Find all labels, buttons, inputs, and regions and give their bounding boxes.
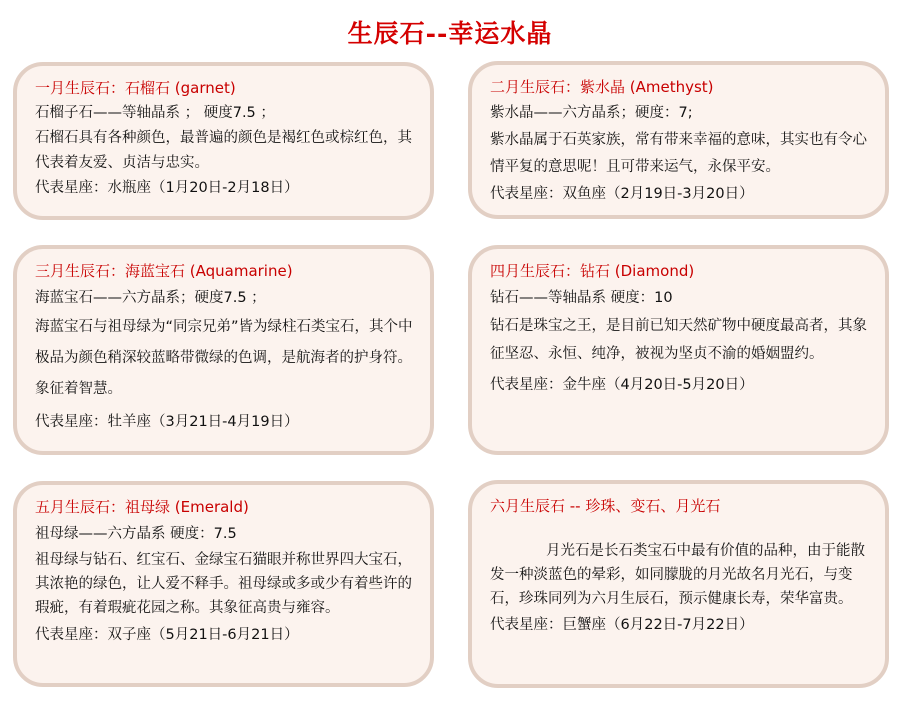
card-description: 钻石是珠宝之王，是目前已知天然矿物中硬度最高者，其象征坚忍、永恒、纯净，被视为坚贞不渝的婚姻盟约。 [490,318,867,362]
birthstone-card-may [13,481,434,687]
card-heading: 二月生辰石：紫水晶 (Amethyst) [490,78,714,96]
card-zodiac: 代表星座：双子座（5月21日-6月21日） [35,627,299,643]
card-heading: 一月生辰石：石榴石 (garnet) [35,79,236,97]
card-description: 石榴石具有各种颜色，最普遍的颜色是褐红色或棕红色，其代表着友爱、贞洁与忠实。 [35,130,412,171]
card-zodiac: 代表星座：双鱼座（2月19日-3月20日） [490,186,754,202]
birthstone-card-april [468,245,889,455]
birthstone-card-february [468,61,889,219]
card-heading: 三月生辰石：海蓝宝石 (Aquamarine) [35,262,293,280]
card-heading: 六月生辰石 -- 珍珠、变石、月光石 [490,497,721,515]
birthstone-card-january [13,62,434,220]
card-properties: 钻石——等轴晶系 硬度：10 [490,290,673,306]
card-description: 紫水晶属于石英家族，常有带来幸福的意味，其实也有令心情平复的意思呢！且可带来运气，永保平安。 [490,132,867,175]
card-zodiac: 代表星座：水瓶座（1月20日-2月18日） [35,180,299,196]
birthstone-card-june [468,480,889,688]
page-title: 生辰石--幸运水晶 [347,19,553,48]
card-description: 月光石是长石类宝石中最有价值的品种，由于能散发一种淡蓝色的晕彩，如同朦胧的月光故名月光石，与变石，珍珠同列为六月生辰石，预示健康长寿，荣华富贵。 [490,543,865,607]
card-description: 祖母绿与钻石、红宝石、金绿宝石猫眼并称世界四大宝石，其浓艳的绿色，让人爱不释手。祖母绿或多或少有着些许的瑕疵，有着瑕疵花园之称。其象征高贵与雍容。 [35,552,412,616]
card-properties: 石榴子石——等轴晶系 ； 硬度7.5 ； [35,105,275,121]
birthstone-card-march [13,245,434,455]
card-zodiac: 代表星座：金牛座（4月20日-5月20日） [490,377,754,393]
card-heading: 五月生辰石：祖母绿 (Emerald) [35,498,249,516]
card-heading: 四月生辰石：钻石 (Diamond) [490,262,695,280]
card-zodiac: 代表星座：牡羊座（3月21日-4月19日） [35,414,299,430]
card-properties: 紫水晶——六方晶系；硬度：7; [490,105,693,121]
card-properties: 祖母绿——六方晶系 硬度：7.5 [35,526,237,542]
card-description: 海蓝宝石与祖母绿为“同宗兄弟”皆为绿柱石类宝石，其个中极品为颜色稍深较蓝略带微绿的色调，是航海者的护身符。象征着智慧。 [35,319,413,397]
card-properties: 海蓝宝石——六方晶系；硬度7.5 ； [35,290,266,306]
card-zodiac: 代表星座：巨蟹座（6月22日-7月22日） [490,617,754,633]
